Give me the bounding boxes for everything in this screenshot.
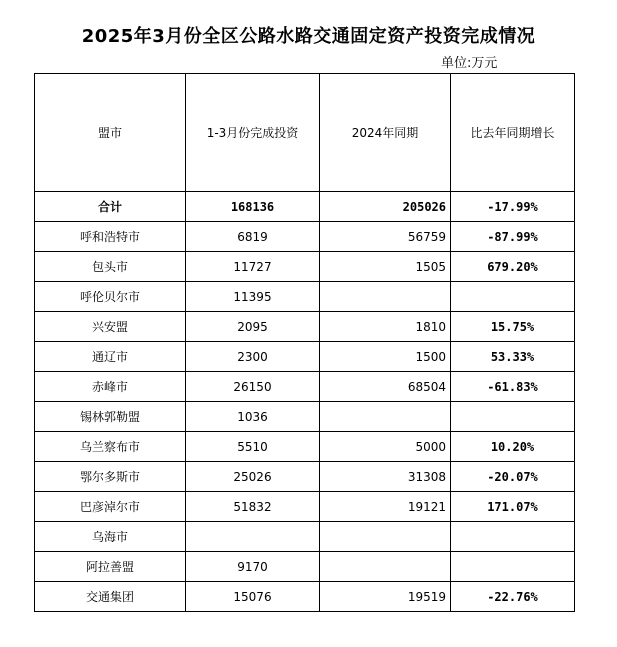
cell-prev: 31308	[320, 462, 451, 492]
cell-invest: 11395	[186, 282, 320, 312]
cell-invest: 51832	[186, 492, 320, 522]
cell-city: 巴彦淖尔市	[35, 492, 186, 522]
table-row	[35, 432, 575, 462]
table-row	[35, 522, 575, 552]
table-row	[35, 372, 575, 402]
table-row	[35, 252, 575, 282]
table-row	[35, 492, 575, 522]
table-header-row	[35, 74, 575, 192]
cell-invest: 9170	[186, 552, 320, 582]
header-invest: 1-3月份完成投资	[186, 74, 320, 192]
cell-growth: 15.75%	[451, 312, 575, 342]
cell-prev	[320, 552, 451, 582]
cell-prev: 68504	[320, 372, 451, 402]
cell-growth	[451, 522, 575, 552]
table-row	[35, 552, 575, 582]
cell-prev	[320, 522, 451, 552]
cell-prev: 205026	[320, 192, 451, 222]
cell-prev	[320, 282, 451, 312]
investment-table	[34, 73, 575, 612]
cell-invest: 2300	[186, 342, 320, 372]
table-row	[35, 312, 575, 342]
cell-city: 乌海市	[35, 522, 186, 552]
cell-growth: 171.07%	[451, 492, 575, 522]
cell-invest: 26150	[186, 372, 320, 402]
cell-growth: 679.20%	[451, 252, 575, 282]
cell-prev: 1500	[320, 342, 451, 372]
cell-growth: -22.76%	[451, 582, 575, 612]
cell-city: 鄂尔多斯市	[35, 462, 186, 492]
cell-prev: 19121	[320, 492, 451, 522]
table-row	[35, 462, 575, 492]
cell-growth: -17.99%	[451, 192, 575, 222]
cell-city: 锡林郭勒盟	[35, 402, 186, 432]
cell-growth	[451, 552, 575, 582]
cell-city: 呼和浩特市	[35, 222, 186, 252]
cell-growth: 10.20%	[451, 432, 575, 462]
cell-city: 兴安盟	[35, 312, 186, 342]
cell-growth: -20.07%	[451, 462, 575, 492]
cell-invest	[186, 522, 320, 552]
cell-invest: 1036	[186, 402, 320, 432]
unit-label: 单位:万元	[441, 56, 498, 71]
cell-city: 合计	[35, 192, 186, 222]
cell-invest: 25026	[186, 462, 320, 492]
cell-prev: 5000	[320, 432, 451, 462]
header-prev-year: 2024年同期	[320, 74, 451, 192]
cell-prev: 19519	[320, 582, 451, 612]
table-row-total	[35, 192, 575, 222]
table-row	[35, 402, 575, 432]
header-city: 盟市	[35, 74, 186, 192]
table-row	[35, 222, 575, 252]
cell-growth	[451, 402, 575, 432]
cell-invest: 2095	[186, 312, 320, 342]
cell-city: 通辽市	[35, 342, 186, 372]
table-row	[35, 342, 575, 372]
cell-city: 呼伦贝尔市	[35, 282, 186, 312]
cell-invest: 6819	[186, 222, 320, 252]
cell-city: 赤峰市	[35, 372, 186, 402]
cell-growth: 53.33%	[451, 342, 575, 372]
cell-prev: 1810	[320, 312, 451, 342]
header-growth: 比去年同期增长	[451, 74, 575, 192]
table-row	[35, 582, 575, 612]
cell-city: 乌兰察布市	[35, 432, 186, 462]
cell-prev: 56759	[320, 222, 451, 252]
cell-growth	[451, 282, 575, 312]
cell-invest: 168136	[186, 192, 320, 222]
table-row	[35, 282, 575, 312]
cell-prev	[320, 402, 451, 432]
cell-growth: -87.99%	[451, 222, 575, 252]
cell-city: 包头市	[35, 252, 186, 282]
cell-invest: 5510	[186, 432, 320, 462]
cell-invest: 15076	[186, 582, 320, 612]
cell-city: 交通集团	[35, 582, 186, 612]
cell-invest: 11727	[186, 252, 320, 282]
page-title: 2025年3月份全区公路水路交通固定资产投资完成情况	[81, 26, 536, 47]
cell-growth: -61.83%	[451, 372, 575, 402]
cell-city: 阿拉善盟	[35, 552, 186, 582]
cell-prev: 1505	[320, 252, 451, 282]
